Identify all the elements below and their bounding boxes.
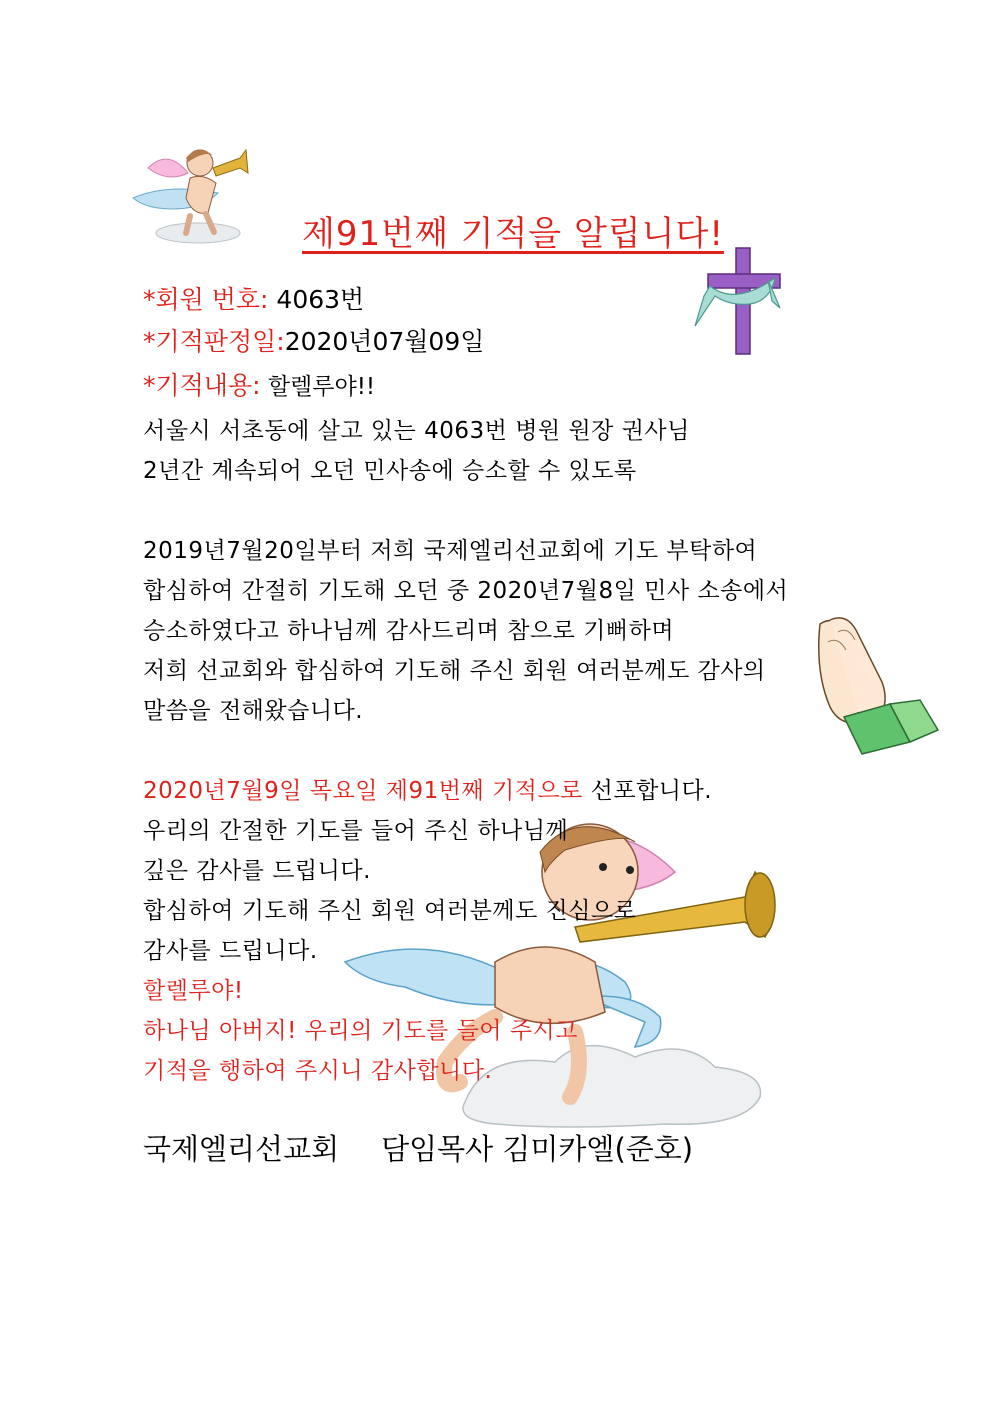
body-line: 감사를 드립니다. xyxy=(143,938,318,964)
proclamation-red: 2020년7월9일 목요일 제91번째 기적으로 xyxy=(143,778,583,804)
prayer-line: 하나님 아버지! 우리의 기도를 들어 주시고 xyxy=(143,1018,578,1044)
body-line: 2년간 계속되어 오던 민사송에 승소할 수 있도록 xyxy=(143,458,637,484)
hallelujah-line: 할렐루야! xyxy=(143,978,244,1004)
cross-with-cloth-icon xyxy=(690,246,790,356)
member-number-value: 4063번 xyxy=(268,285,365,314)
member-number-label: *회원 번호: xyxy=(143,285,269,314)
page-title: 제91번째 기적을 알립니다! xyxy=(302,214,724,254)
body-line: 말씀을 전해왔습니다. xyxy=(143,698,364,724)
proclamation-black: 선포합니다. xyxy=(582,778,713,804)
body-line: 합심하여 간절히 기도해 오던 중 2020년7월8일 민사 소송에서 xyxy=(143,578,789,604)
body-line: 깊은 감사를 드립니다. xyxy=(143,858,371,884)
content-label: *기적내용: xyxy=(143,371,261,400)
body-line: 저희 선교회와 합심하여 기도해 주신 회원 여러분께도 감사의 xyxy=(143,658,766,684)
judgement-date-label: *기적판정일: xyxy=(143,327,285,356)
body-line: 합심하여 기도해 주신 회원 여러분께도 진심으로 xyxy=(143,898,637,924)
prayer-line: 기적을 행하여 주시니 감사합니다. xyxy=(143,1058,493,1084)
content-value: 할렐루야!! xyxy=(260,374,376,400)
angel-trumpet-small-icon xyxy=(128,138,253,248)
signature-pastor: 담임목사 김미카엘(준호) xyxy=(381,1132,694,1166)
proclamation-line xyxy=(143,772,712,805)
content-row xyxy=(143,366,375,402)
body-line: 우리의 간절한 기도를 들어 주신 하나님께 xyxy=(143,818,569,844)
body-line: 2019년7월20일부터 저희 국제엘리선교회에 기도 부탁하여 xyxy=(143,538,758,564)
judgement-date-row xyxy=(143,322,484,358)
judgement-date-value: 2020년07월09일 xyxy=(284,327,485,356)
signature-org: 국제엘리선교회 xyxy=(143,1132,340,1166)
body-line: 서울시 서초동에 살고 있는 4063번 병원 원장 권사님 xyxy=(143,418,690,444)
member-number-row xyxy=(143,280,364,316)
signature xyxy=(143,1127,693,1168)
body-line: 승소하였다고 하나님께 감사드리며 참으로 기뻐하며 xyxy=(143,618,675,644)
praying-hands-icon xyxy=(800,612,942,757)
